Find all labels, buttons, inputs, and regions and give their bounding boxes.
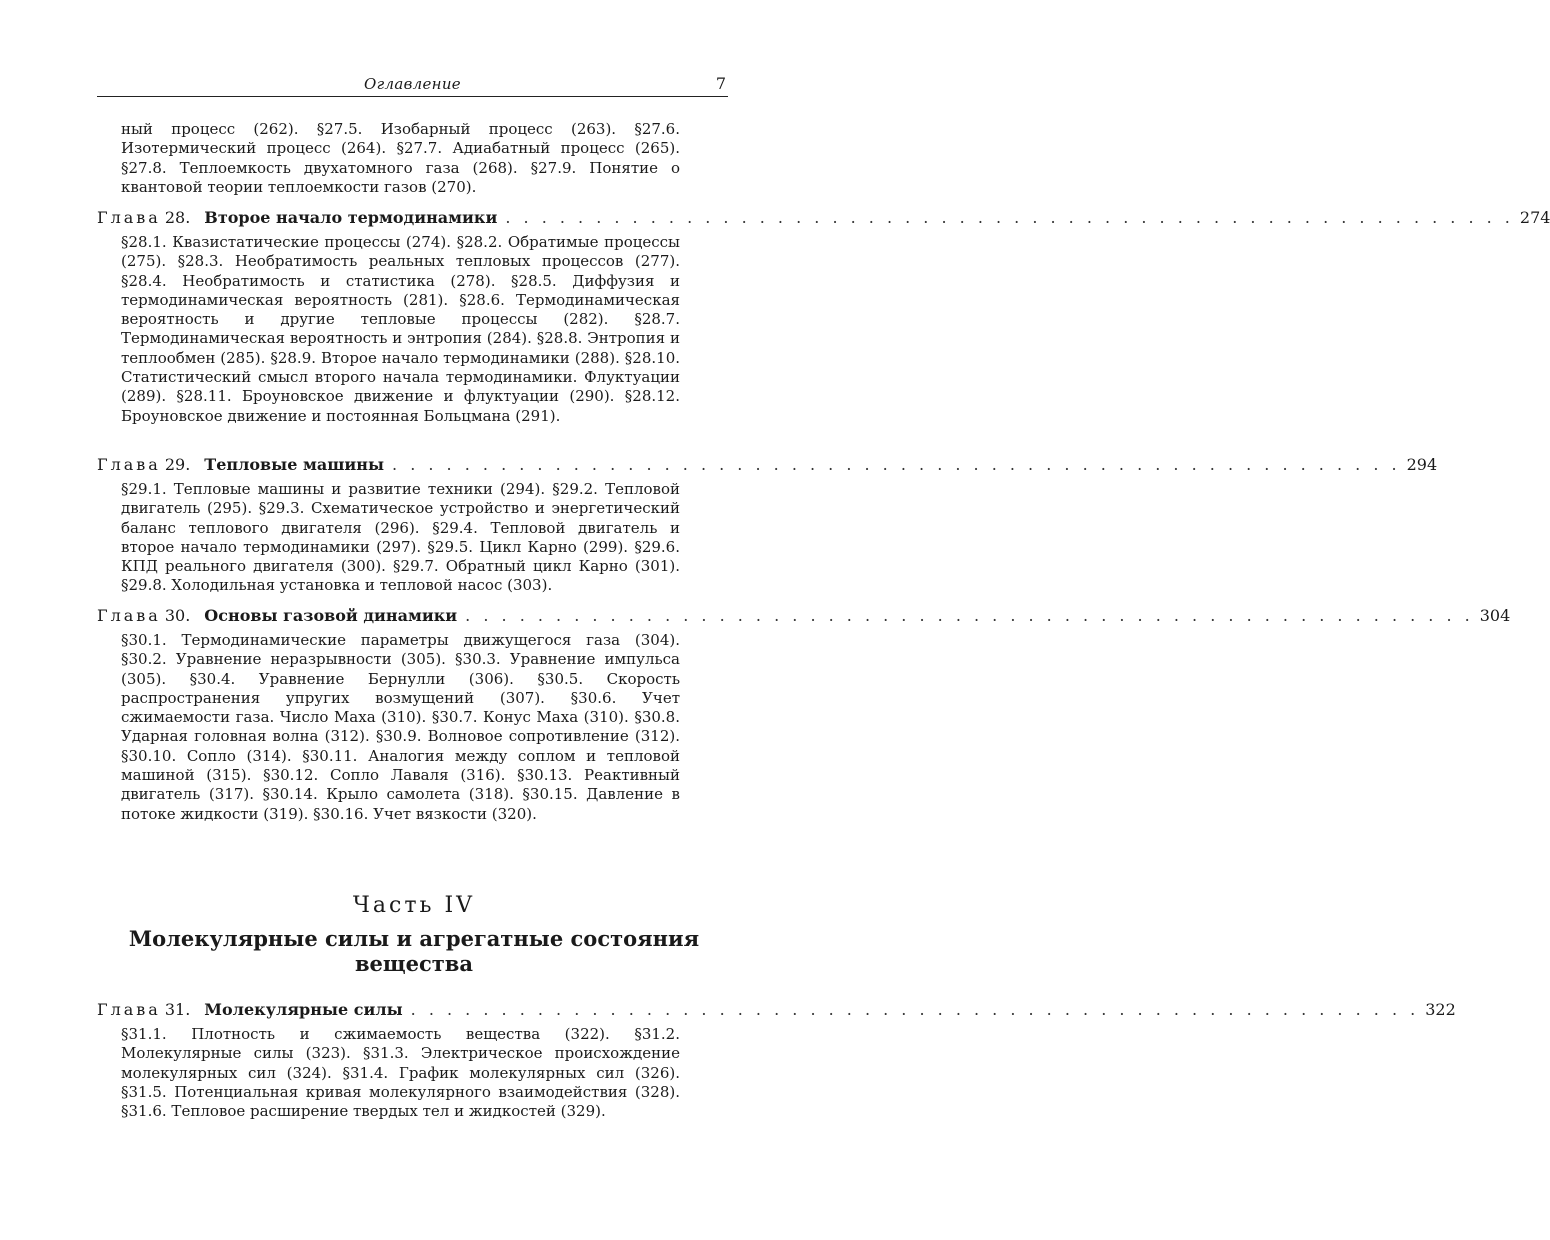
chapter-heading[interactable] [97, 606, 1511, 628]
chapter-heading[interactable] [97, 455, 1438, 477]
chapter-label: Глава [97, 1000, 161, 1019]
dot-leader: . . . . . . . . . . . . . . . . . . . . . . . . . . . . . . . . . . . . . . . . . . . . . . . . . . . . . . . . [392, 455, 1401, 474]
chapter-label: Глава [97, 606, 161, 625]
chapter-sections: §31.1. Плотность и сжимаемость вещества (322). §31.2. Молекулярные силы (323). §31.3. Электрическое происхождение молекулярных сил (324). §31.4. График молекулярных сил (326). §31.5. Потенциальная кривая молекулярного взаимодействия (328). §31.6. Тепловое расширение твердых тел и жидкостей (329). [121, 1025, 680, 1121]
chapter-title: Основы газовой динамики [204, 606, 458, 625]
dot-leader: . . . . . . . . . . . . . . . . . . . . . . . . . . . . . . . . . . . . . . . . . . . . . . . . . . . . . . . . [505, 208, 1514, 227]
chapter-sections: §28.1. Квазистатические процессы (274). §28.2. Обратимые процессы (275). §28.3. Необратимость реальных тепловых процессов (277). §28.4. Необратимость и статистика (278). §28.5. Диффузия и термодинамическая вероятность (281). §28.6. Термодинамическая вероятность и другие тепловые процессы (282). §28.7. Термодинамическая вероятность и энтропия (284). §28.8. Энтропия и теплообмен (285). §28.9. Второе начало термодинамики (288). §28.10. Статистический смысл второго начала термодинамики. Флуктуации (289). §28.11. Броуновское движение и флуктуации (290). §28.12. Броуновское движение и постоянная Больцмана (291). [121, 233, 680, 425]
chapter-heading[interactable] [97, 1000, 1456, 1022]
chapter-number: 28. [164, 208, 191, 227]
page-number: 7 [715, 74, 726, 93]
running-title: Оглавление [364, 75, 461, 93]
dot-leader: . . . . . . . . . . . . . . . . . . . . . . . . . . . . . . . . . . . . . . . . . . . . . . . . . . . . . . . . [410, 1000, 1420, 1019]
chapter-number: 29. [164, 455, 191, 474]
chapter-page: 294 [1406, 455, 1438, 474]
chapter-sections: §29.1. Тепловые машины и развитие техники (294). §29.2. Тепловой двигатель (295). §29.3. Схематическое устройство и энергетический баланс теплового двигателя (296). §29.4. Тепловой двигатель и второе начало термодинамики (297). §29.5. Цикл Карно (299). §29.6. КПД реального двигателя (300). §29.7. Обратный цикл Карно (301). §29.8. Холодильная установка и тепловой насос (303). [121, 480, 680, 595]
chapter-number: 30. [164, 606, 191, 625]
running-header [97, 74, 728, 97]
chapter-label: Глава [97, 208, 161, 227]
chapter-title: Молекулярные силы [204, 1000, 403, 1019]
part-label: Часть IV [352, 893, 476, 918]
chapter-page: 322 [1425, 1000, 1456, 1019]
continued-sections: ный процесс (262). §27.5. Изобарный процесс (263). §27.6. Изотермический процесс (264). §27.7. Адиабатный процесс (265). §27.8. Теплоемкость двухатомного газа (268). §27.9. Понятие о квантовой теории теплоемкости газов (270). [121, 120, 680, 196]
part-title: Молекулярные силы и агрегатные состояния вещества [128, 926, 700, 976]
chapter-page: 304 [1479, 606, 1511, 625]
chapter-title: Второе начало термодинамики [204, 208, 498, 227]
dot-leader: . . . . . . . . . . . . . . . . . . . . . . . . . . . . . . . . . . . . . . . . . . . . . . . . . . . . . . . . [465, 606, 1474, 625]
chapter-sections: §30.1. Термодинамические параметры движущегося газа (304). §30.2. Уравнение неразрывности (305). §30.3. Уравнение импульса (305). §30.4. Уравнение Бернулли (306). §30.5. Скорость распространения упругих возмущений (307). §30.6. Учет сжимаемости газа. Число Маха (310). §30.7. Конус Маха (310). §30.8. Ударная головная волна (312). §30.9. Волновое сопротивление (312). §30.10. Сопло (314). §30.11. Аналогия между соплом и тепловой машиной (315). §30.12. Сопло Лаваля (316). §30.13. Реактивный двигатель (317). §30.14. Крыло самолета (318). §30.15. Давление в потоке жидкости (319). §30.16. Учет вязкости (320). [121, 631, 680, 823]
chapter-heading[interactable] [97, 208, 1550, 230]
chapter-label: Глава [97, 455, 161, 474]
chapter-number: 31. [164, 1000, 191, 1019]
chapter-title: Тепловые машины [204, 455, 385, 474]
chapter-page: 274 [1519, 208, 1550, 227]
